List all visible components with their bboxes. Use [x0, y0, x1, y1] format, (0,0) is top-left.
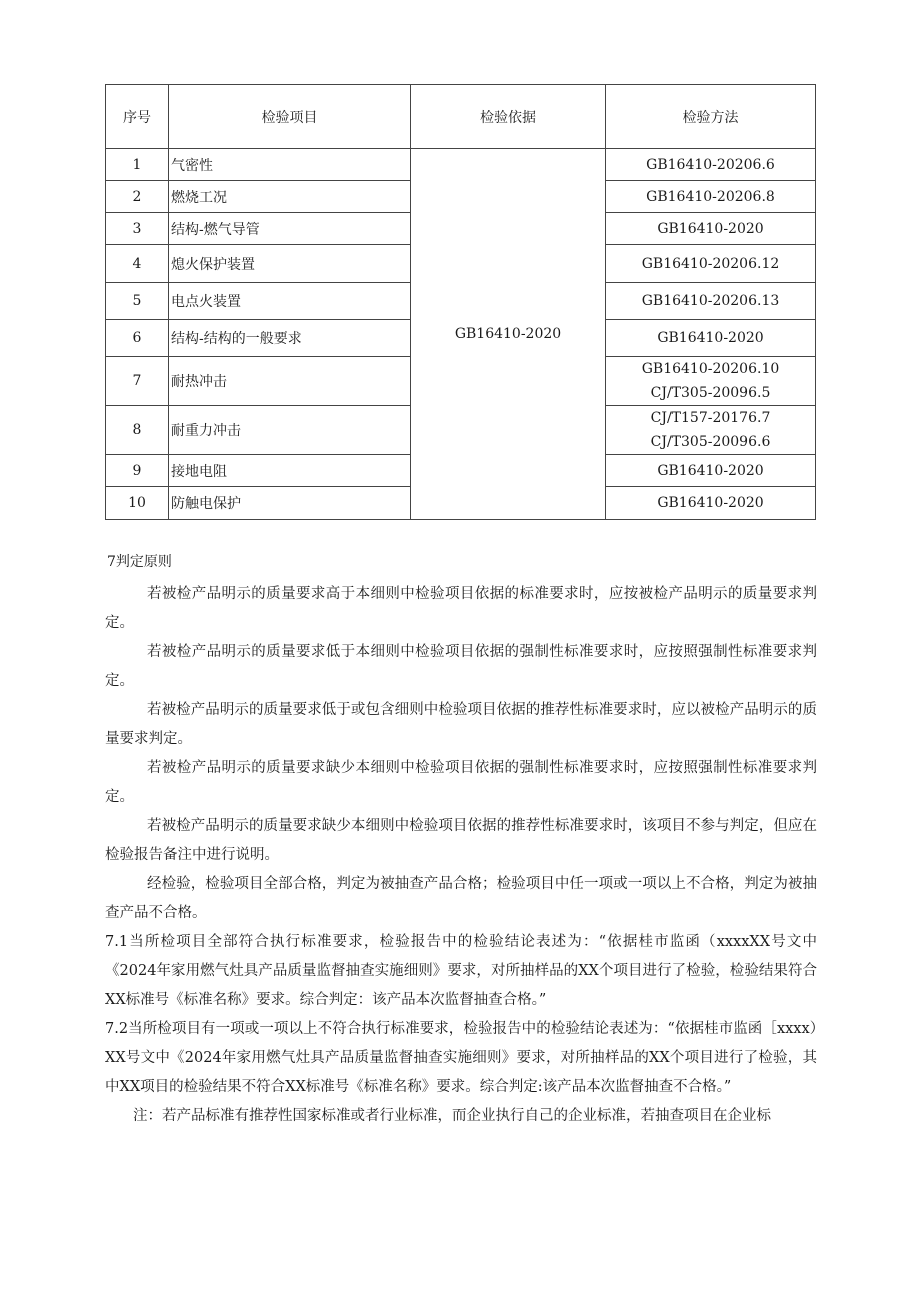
section-heading: 7判定原则: [107, 554, 172, 570]
row-no: 9: [106, 455, 169, 487]
method-line: GB16410-20206.10: [641, 361, 780, 377]
paragraph-7-2: 7.2当所检项目有一项或一项以上不符合执行标准要求，检验报告中的检验结论表述为：“依据桂市监函［xxxx）XX号文中《2024年家用燃气灶具产品质量监督抽查实施细则》要求，对所抽样品的XX个项目进行了检验，其中XX项目的检验结果不符合XX标准号《标准名称》要求。综合判定:该产品本次监督抽查不合格。”: [105, 1021, 817, 1095]
row-item: 耐热冲击: [169, 357, 411, 406]
row-method: GB16410-2020: [606, 455, 816, 487]
row-item: 结构-燃气导管: [169, 213, 411, 245]
row-method: GB16410-20206.13: [606, 283, 816, 320]
row-item: 电点火装置: [169, 283, 411, 320]
row-method: GB16410-2020: [606, 320, 816, 357]
row-no: 4: [106, 245, 169, 283]
row-no: 1: [106, 149, 169, 181]
header-no: 序号: [106, 85, 169, 149]
row-item: 结构-结构的一般要求: [169, 320, 411, 357]
row-no: 8: [106, 406, 169, 455]
note-paragraph: 注：若产品标准有推荐性国家标准或者行业标准，而企业执行自己的企业标准，若抽查项目在企业标: [133, 1108, 771, 1124]
paragraph: 若被检产品明示的质量要求缺少本细则中检验项目依据的推荐性标准要求时，该项目不参与判定，但应在检验报告备注中进行说明。: [105, 818, 817, 863]
row-no: 10: [106, 487, 169, 520]
paragraph: 若被检产品明示的质量要求低于本细则中检验项目依据的强制性标准要求时，应按照强制性标准要求判定。: [105, 644, 817, 689]
method-line: CJ/T157-20176.7: [650, 410, 771, 426]
row-item: 接地电阻: [169, 455, 411, 487]
header-basis: 检验依据: [411, 85, 606, 149]
method-line: CJ/T305-20096.6: [650, 434, 771, 450]
paragraph: 若被检产品明示的质量要求低于或包含细则中检验项目依据的推荐性标准要求时，应以被检产品明示的质量要求判定。: [105, 702, 817, 747]
method-line: CJ/T305-20096.5: [650, 385, 771, 401]
table-row: [106, 149, 816, 181]
row-no: 2: [106, 181, 169, 213]
row-no: 5: [106, 283, 169, 320]
row-method: [606, 406, 816, 455]
row-no: 6: [106, 320, 169, 357]
row-method: [606, 357, 816, 406]
row-method: GB16410-20206.12: [606, 245, 816, 283]
table-header-row: [106, 85, 816, 149]
header-method: 检验方法: [606, 85, 816, 149]
row-method: GB16410-20206.6: [606, 149, 816, 181]
paragraph: 若被检产品明示的质量要求高于本细则中检验项目依据的标准要求时，应按被检产品明示的质量要求判定。: [105, 586, 817, 631]
row-item: 耐重力冲击: [169, 406, 411, 455]
row-method: GB16410-20206.8: [606, 181, 816, 213]
paragraph: 若被检产品明示的质量要求缺少本细则中检验项目依据的强制性标准要求时，应按照强制性标准要求判定。: [105, 760, 817, 805]
row-item: 燃烧工况: [169, 181, 411, 213]
paragraph-7-1: 7.1当所检项目全部符合执行标准要求，检验报告中的检验结论表述为：“依据桂市监函（xxxxXX号文中《2024年家用燃气灶具产品质量监督抽查实施细则》要求，对所抽样品的XX个项目进行了检验，检验结果符合XX标准号《标准名称》要求。综合判定：该产品本次监督抽查合格。”: [105, 934, 817, 1008]
header-item: 检验项目: [169, 85, 411, 149]
row-method: GB16410-2020: [606, 213, 816, 245]
section-body: [105, 580, 817, 1131]
inspection-table: [105, 84, 816, 520]
paragraph: 经检验，检验项目全部合格，判定为被抽查产品合格；检验项目中任一项或一项以上不合格，判定为被抽查产品不合格。: [105, 876, 817, 921]
row-item: 熄火保护装置: [169, 245, 411, 283]
row-no: 7: [106, 357, 169, 406]
row-method: GB16410-2020: [606, 487, 816, 520]
row-item: 防触电保护: [169, 487, 411, 520]
row-no: 3: [106, 213, 169, 245]
basis-merged-cell: GB16410-2020: [411, 149, 606, 520]
row-item: 气密性: [169, 149, 411, 181]
